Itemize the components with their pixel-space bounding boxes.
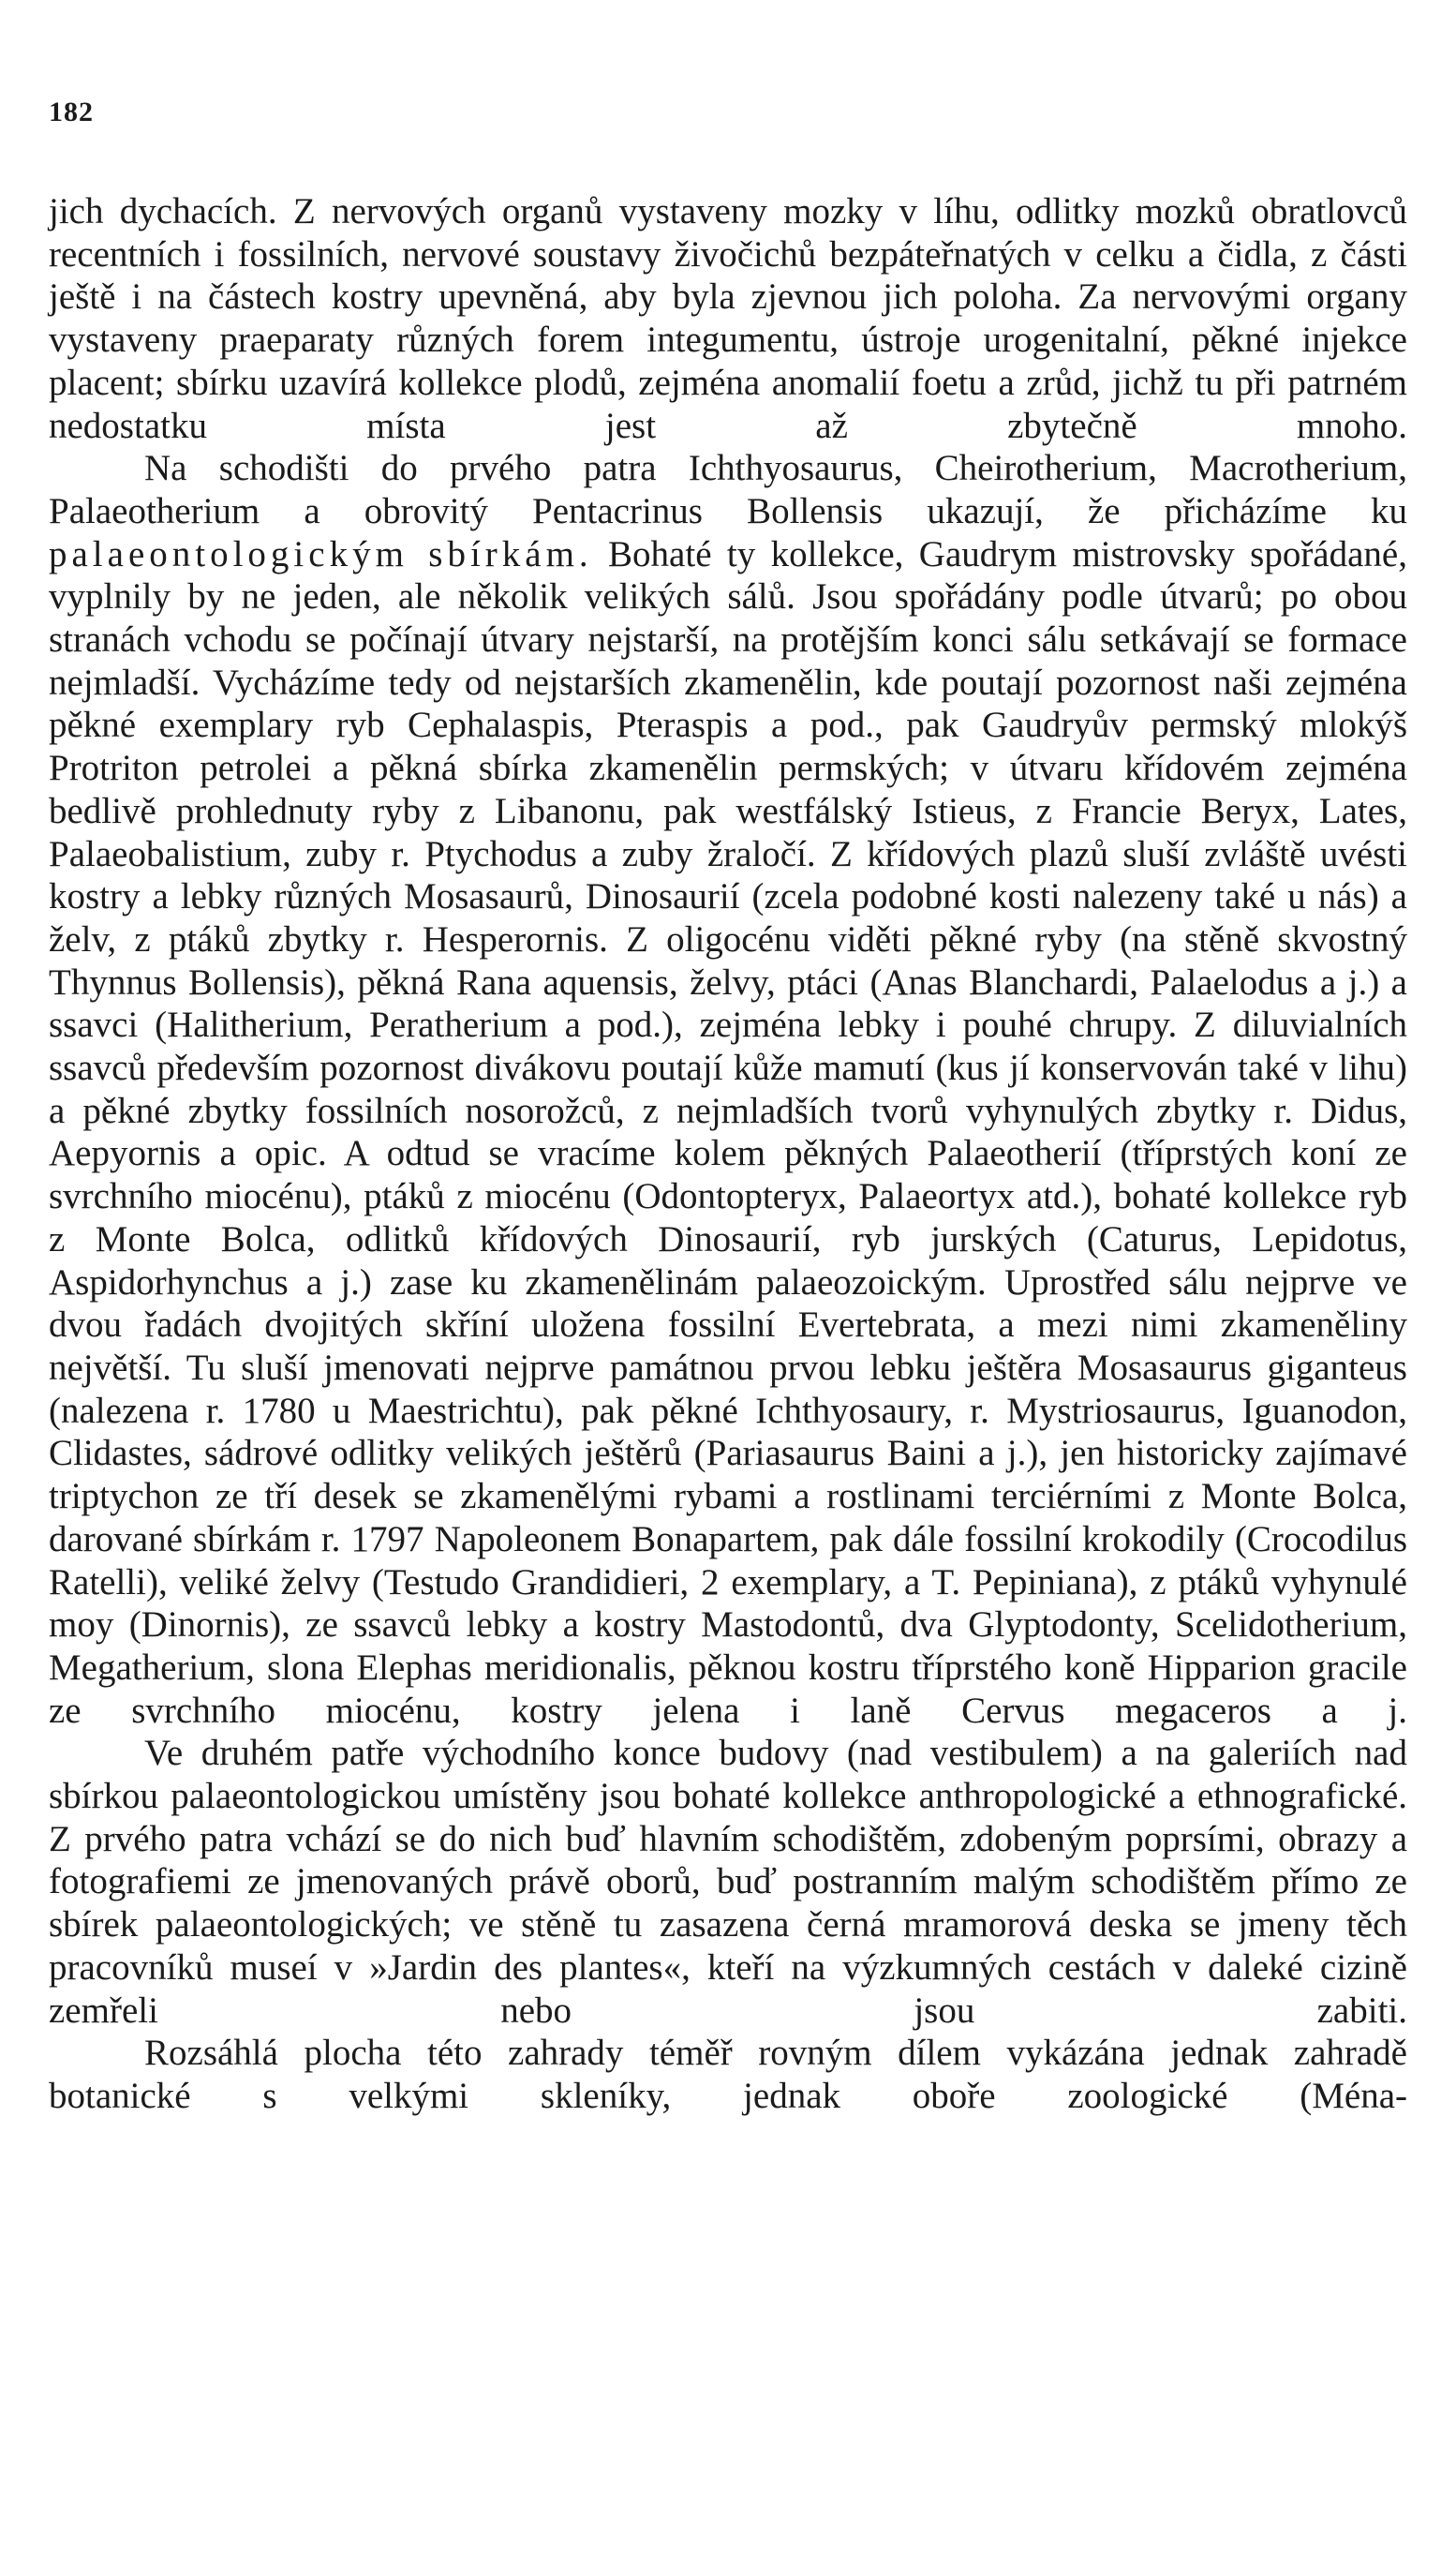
paragraph-garden: Rozsáhlá plocha této zahrady téměř rovným dílem vykázána jednak zahradě botanické s velkými skleníky, jednak oboře zoologické (Ména-	[49, 2033, 1407, 2116]
paragraph-palaeontology	[49, 447, 1407, 1732]
paragraph-anthropology: Ve druhém patře východního konce budovy (nad vestibulem) a na galeriích nad sbírkou palaeontologickou umístěny jsou bohaté kollekce anthropologické a ethnografické. Z prvého patra vchází se do nich buď hlavním schodištěm, zdobeným poprsími, obrazy a fotografiemi ze jmenovaných právě oborů, buď postranním malým schodištěm přímo ze sbírek palaeontologických; ve stěně tu zasazena černá mramorová deska se jmeny těch pracovníků museí v »Jardin des plantes«, kteří na výzkumných cestách v daleké cizině zemřeli nebo jsou zabiti.	[49, 1733, 1407, 2031]
paragraph-text-before: Na schodišti do prvého patra Ichthyosaurus, Cheirotherium, Macrotherium, Palaeotherium a obrovitý Pentacrinus Bollensis ukazují, že přicházíme ku	[49, 448, 1407, 531]
paragraph-text-after: Bohaté ty kollekce, Gaudrym mistrovsky spořádané, vyplnily by ne jeden, ale několik velikých sálů. Jsou spořádány podle útvarů; po obou stranách vchodu se počínají útvary nejstarší, na protějším konci sálu setkávají se formace nejmladší. Vycházíme tedy od nejstarších zkamenělin, kde poutají pozornost naši zejména pěkné exemplary ryb Cephalaspis, Pteraspis a pod., pak Gaudryův permský mlokýš Protriton petrolei a pěkná sbírka zkamenělin permských; v útvaru křídovém zejména bedlivě prohlednuty ryby z Libanonu, pak westfálský Istieus, z Francie Beryx, Lates, Palaeobalistium, zuby r. Ptychodus a zuby žraločí. Z křídových plazů sluší zvláště uvésti kostry a lebky různých Mosasaurů, Dinosaurií (zcela podobné kosti nalezeny také u nás) a želv, z ptáků zbytky r. Hesperornis. Z oligocénu viděti pěkné ryby (na stěně skvostný Thynnus Bollensis), pěkná Rana aquensis, želvy, ptáci (Anas Blanchardi, Palaelodus a j.) a ssavci (Halitherium, Peratherium a pod.), zejména lebky i pouhé chrupy. Z diluvialních ssavců především pozornost divákovu poutají kůže mamutí (kus jí konservován také v lihu) a pěkné zbytky fossilních nosorožců, z nejmladších tvorů vyhynulých zbytky r. Didus, Aepyornis a opic. A odtud se vracíme kolem pěkných Palaeotherií (tříprstých koní ze svrchního miocénu), ptáků z miocénu (Odontopteryx, Palaeortyx atd.), bohaté kollekce ryb z Monte Bolca, odlitků křídových Dinosaurií, ryb jurských (Caturus, Lepidotus, Aspidorhynchus a j.) zase ku zkamenělinám palaeozoickým. Uprostřed sálu nejprve ve dvou řadách dvojitých skříní uložena fossilní Evertebrata, a mezi nimi zkameněliny největší. Tu sluší jmenovati nejprve památnou prvou lebku ještěra Mosasaurus giganteus (nalezena r. 1780 u Maestrichtu), pak pěkné Ichthyosaury, r. Mystriosaurus, Iguanodon, Clidastes, sádrové odlitky velikých ještěrů (Pariasaurus Baini a j.), jen historicky zajímavé triptychon ze tří desek se zkamenělými rybami a rostlinami terciérními z Monte Bolca, darované sbírkám r. 1797 Napoleonem Bonapartem, pak dále fossilní krokodily (Crocodilus Ratelli), veliké želvy (Testudo Grandidieri, 2 exemplary, a T. Pepiniana), z ptáků vyhynulé moy (Dinornis), ze ssavců lebky a kostry Mastodontů, dva Glyptodonty, Scelidotherium, Megatherium, slona Elephas meridionalis, pěknou kostru tříprstého koně Hipparion gracile ze svrchního miocénu, kostry jelena i laně Cervus megaceros a j.	[49, 533, 1407, 1731]
spaced-emphasis-palaeontological-collections: palaeontologickým sbírkám.	[49, 533, 593, 574]
text-body	[49, 190, 1407, 2118]
paragraph-nervous-organs: jich dychacích. Z nervových organů vystaveny mozky v líhu, odlitky mozků obratlovců recentních i fossilních, nervové soustavy živočichů bezpáteřnatých v celku a čidla, z části ještě i na částech kostry upevněná, aby byla zjevnou jich poloha. Za nervovými organy vystaveny praeparaty různých forem integumentu, ústroje urogenitalní, pěkné injekce placent; sbírku uzavírá kollekce plodů, zejména anomalií foetu a zrůd, jichž tu při patrném nedostatku místa jest až zbytečně mnoho.	[49, 191, 1407, 446]
page-number: 182	[49, 97, 94, 127]
